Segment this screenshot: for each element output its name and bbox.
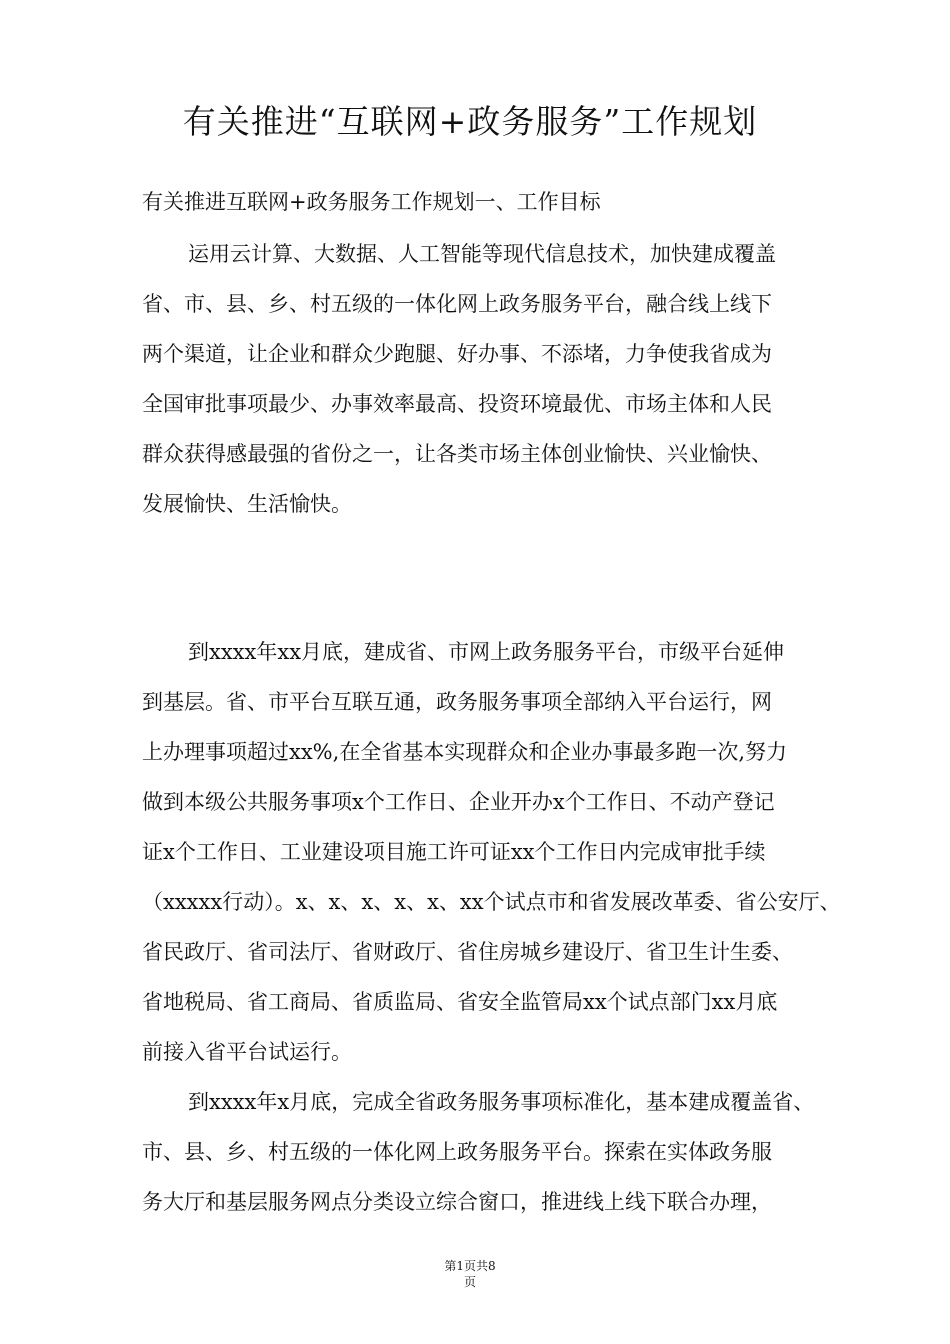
paragraph-line: 做到本级公共服务事项x个工作日、企业开办x个工作日、不动产登记 <box>142 790 775 814</box>
paragraph-line: 证x个工作日、工业建设项目施工许可证xx个工作日内完成审批手续 <box>142 840 766 864</box>
page-number-line: 页 <box>463 1275 476 1289</box>
paragraph-line: （xxxxx行动）。x、x、x、x、x、xx个试点市和省发展改革委、省公安厅、 <box>142 890 841 914</box>
paragraph-line: 运用云计算、大数据、人工智能等现代信息技术，加快建成覆盖 <box>188 242 776 266</box>
paragraph-line: 到xxxx年xx月底，建成省、市网上政务服务平台，市级平台延伸 <box>188 640 785 664</box>
paragraph-line: 省、市、县、乡、村五级的一体化网上政务服务平台，融合线上线下 <box>142 292 772 316</box>
paragraph-line: 全国审批事项最少、办事效率最高、投资环境最优、市场主体和人民 <box>142 392 772 416</box>
section-heading: 有关推进互联网+政务服务工作规划一、工作目标 <box>142 190 601 214</box>
paragraph-line: 市、县、乡、村五级的一体化网上政务服务平台。探索在实体政务服 <box>142 1140 772 1164</box>
paragraph-line: 省地税局、省工商局、省质监局、省安全监管局xx个试点部门xx月底 <box>142 990 778 1014</box>
page-number-footer <box>0 1258 940 1290</box>
paragraph-line: 群众获得感最强的省份之一，让各类市场主体创业愉快、兴业愉快、 <box>142 442 772 466</box>
page-number-line: 第1页共8 <box>444 1259 496 1273</box>
document-title: 有关推进“互联网+政务服务”工作规划 <box>182 102 758 141</box>
paragraph-line: 省民政厅、省司法厅、省财政厅、省住房城乡建设厅、省卫生计生委、 <box>142 940 793 964</box>
paragraph-line: 前接入省平台试运行。 <box>142 1040 352 1064</box>
paragraph-line: 发展愉快、生活愉快。 <box>142 492 352 516</box>
paragraph-line: 到基层。省、市平台互联互通，政务服务事项全部纳入平台运行，网 <box>142 690 772 714</box>
paragraph-line: 务大厅和基层服务网点分类设立综合窗口，推进线上线下联合办理， <box>142 1190 772 1214</box>
paragraph-line: 到xxxx年x月底，完成全省政务服务事项标准化，基本建成覆盖省、 <box>188 1090 815 1114</box>
paragraph-line: 上办理事项超过xx%,在全省基本实现群众和企业办事最多跑一次,努力 <box>142 740 787 764</box>
paragraph-line: 两个渠道，让企业和群众少跑腿、好办事、不添堵，力争使我省成为 <box>142 342 772 366</box>
